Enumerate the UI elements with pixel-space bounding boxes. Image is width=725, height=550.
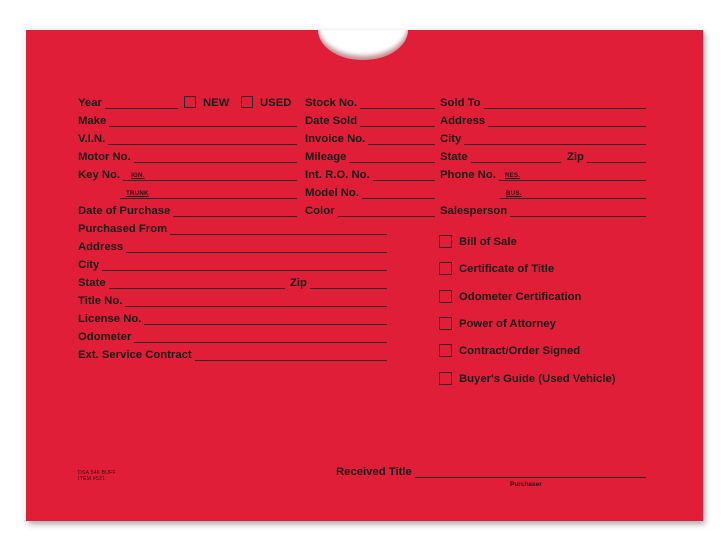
zip-field[interactable] (290, 277, 387, 289)
year-field[interactable] (78, 97, 178, 109)
checklist-label: Odometer Certification (459, 290, 582, 303)
license-no-field[interactable] (78, 313, 387, 325)
date-of-purchase-line[interactable] (173, 206, 297, 217)
buyer-address-label: Address (440, 115, 486, 127)
model-no-field[interactable] (305, 187, 435, 199)
date-of-purchase-label: Date of Purchase (78, 205, 171, 217)
checkbox[interactable] (439, 235, 452, 248)
address-field[interactable] (78, 241, 387, 253)
date-sold-line[interactable] (360, 116, 435, 127)
color-line[interactable] (338, 206, 436, 217)
invoice-no-field[interactable] (305, 133, 435, 145)
checkbox[interactable] (439, 317, 452, 330)
stock-no-field[interactable] (305, 97, 435, 109)
received-title-field[interactable] (336, 466, 646, 478)
buyer-zip-label: Zip (567, 151, 584, 163)
checklist-label: Contract/Order Signed (459, 344, 581, 357)
checklist-label: Bill of Sale (459, 235, 517, 248)
phone-res-line[interactable] (499, 170, 646, 181)
make-line[interactable] (109, 116, 297, 127)
contract-signed-check[interactable] (439, 344, 580, 357)
title-no-field[interactable] (78, 295, 387, 307)
year-line[interactable] (105, 98, 178, 109)
checkbox[interactable] (439, 262, 452, 275)
vin-label: V.I.N. (78, 133, 106, 145)
key-field[interactable] (78, 169, 297, 181)
buyer-state-field[interactable] (440, 151, 561, 163)
motor-line[interactable] (134, 152, 297, 163)
ext-service-field[interactable] (78, 349, 387, 361)
int-ro-line[interactable] (373, 170, 435, 181)
certificate-of-title-check[interactable] (439, 262, 554, 275)
key-label: Key No. (78, 169, 121, 181)
odometer-field[interactable] (78, 331, 387, 343)
year-label: Year (78, 97, 102, 109)
new-label: NEW (203, 97, 230, 109)
color-label: Color (305, 205, 335, 217)
buyer-state-label: State (440, 151, 468, 163)
make-field[interactable] (78, 115, 297, 127)
used-label: USED (260, 97, 292, 109)
trunk-line[interactable] (120, 188, 297, 199)
date-of-purchase-field[interactable] (78, 205, 297, 217)
model-no-line[interactable] (362, 188, 435, 199)
buyer-zip-field[interactable] (567, 151, 646, 163)
used-checkbox[interactable] (241, 96, 253, 108)
buyer-zip-line[interactable] (587, 152, 646, 163)
phone-res-field[interactable] (440, 169, 646, 181)
model-no-label: Model No. (305, 187, 359, 199)
make-label: Make (78, 115, 107, 127)
zip-label: Zip (290, 277, 307, 289)
address-label: Address (78, 241, 124, 253)
received-title-line[interactable] (415, 467, 646, 478)
salesperson-label: Salesperson (440, 205, 508, 217)
state-label: State (78, 277, 106, 289)
license-no-line[interactable] (144, 314, 387, 325)
purchaser-label: Purchaser (510, 481, 542, 488)
date-sold-field[interactable] (305, 115, 435, 127)
buyer-city-line[interactable] (464, 134, 646, 145)
invoice-no-label: Invoice No. (305, 133, 366, 145)
mileage-label: Mileage (305, 151, 347, 163)
license-no-label: License No. (78, 313, 142, 325)
title-no-label: Title No. (78, 295, 123, 307)
motor-field[interactable] (78, 151, 297, 163)
color-field[interactable] (305, 205, 435, 217)
power-of-attorney-check[interactable] (439, 317, 556, 330)
res-label: RES. (504, 172, 521, 179)
city-line[interactable] (102, 260, 387, 271)
buyer-city-label: City (440, 133, 462, 145)
vin-line[interactable] (108, 134, 297, 145)
ext-service-line[interactable] (195, 350, 387, 361)
int-ro-label: Int. R.O. No. (305, 169, 370, 181)
invoice-no-line[interactable] (368, 134, 435, 145)
checkbox[interactable] (439, 344, 452, 357)
checkbox[interactable] (439, 372, 452, 385)
state-line[interactable] (109, 278, 285, 289)
form-code-line2: ITEM #531 (78, 476, 106, 482)
checklist-label: Certificate of Title (459, 262, 555, 275)
phone-bus-line[interactable] (500, 188, 646, 199)
checklist-label: Buyer's Guide (Used Vehicle) (459, 372, 616, 385)
mileage-field[interactable] (305, 151, 435, 163)
sold-to-field[interactable] (440, 97, 646, 109)
city-field[interactable] (78, 259, 387, 271)
trunk-field[interactable] (120, 187, 297, 199)
buyer-city-field[interactable] (440, 133, 646, 145)
buyers-guide-check[interactable] (439, 372, 616, 385)
mileage-line[interactable] (349, 152, 435, 163)
city-label: City (78, 259, 100, 271)
odometer-line[interactable] (134, 332, 387, 343)
trunk-label: TRUNK (126, 190, 149, 197)
phone-bus-field[interactable] (500, 187, 646, 199)
stock-no-line[interactable] (360, 98, 435, 109)
key-line[interactable] (123, 170, 297, 181)
buyer-address-field[interactable] (440, 115, 646, 127)
form-code-line1: DSA 546 BUFF (78, 470, 116, 476)
checklist-label: Power of Attorney (459, 317, 556, 330)
odometer-certification-check[interactable] (439, 290, 581, 303)
purchased-from-field[interactable] (78, 223, 387, 235)
buyer-address-line[interactable] (488, 116, 646, 127)
purchased-from-line[interactable] (170, 224, 387, 235)
title-no-line[interactable] (125, 296, 387, 307)
date-sold-label: Date Sold (305, 115, 358, 127)
bus-label: BUS. (506, 190, 522, 197)
sold-to-line[interactable] (484, 98, 646, 109)
salesperson-line[interactable] (510, 206, 646, 217)
new-checkbox[interactable] (184, 96, 196, 108)
odometer-label: Odometer (78, 331, 132, 343)
form-code (78, 470, 116, 482)
int-ro-field[interactable] (305, 169, 435, 181)
bill-of-sale-check[interactable] (439, 235, 517, 248)
ext-service-label: Ext. Service Contract (78, 349, 192, 361)
ign-label: IGN. (131, 172, 145, 179)
stock-no-label: Stock No. (305, 97, 358, 109)
buyer-state-line[interactable] (471, 152, 561, 163)
vin-field[interactable] (78, 133, 297, 145)
sold-to-label: Sold To (440, 97, 481, 109)
zip-line[interactable] (310, 278, 387, 289)
purchased-from-label: Purchased From (78, 223, 168, 235)
motor-label: Motor No. (78, 151, 131, 163)
state-field[interactable] (78, 277, 285, 289)
salesperson-field[interactable] (440, 205, 646, 217)
checkbox[interactable] (439, 290, 452, 303)
address-line[interactable] (126, 242, 387, 253)
received-title-label: Received Title (336, 466, 412, 478)
phone-label: Phone No. (440, 169, 496, 181)
